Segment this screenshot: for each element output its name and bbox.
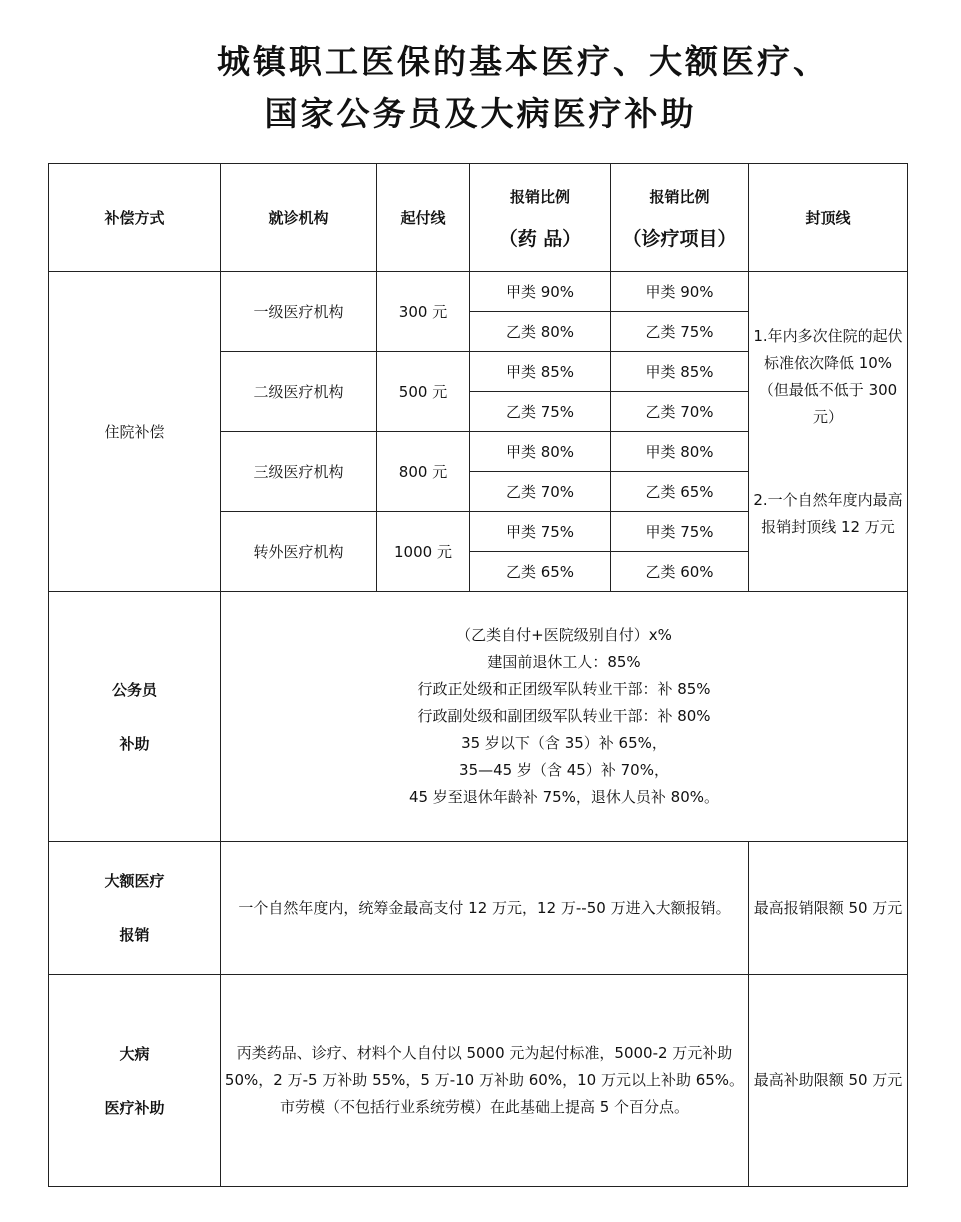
civil-servant-line: 45 岁至退休年龄补 75%，退休人员补 80%。: [408, 788, 720, 806]
large-medical-label-line-2: 报销: [119, 926, 150, 944]
serious-illness-cap: 最高补助限额 50 万元: [749, 975, 908, 1187]
drug-ratio-cell: 乙类 70%: [470, 472, 611, 512]
threshold-cell: 300 元: [377, 272, 470, 352]
drug-ratio-cell: 乙类 80%: [470, 312, 611, 352]
civil-servant-line: 行政正处级和正团级军队转业干部：补 85%: [417, 680, 711, 698]
header-treatment-ratio: [611, 164, 749, 272]
medical-insurance-table: [48, 163, 908, 1187]
drug-ratio-cell: 乙类 65%: [470, 552, 611, 592]
drug-ratio-cell: 甲类 80%: [470, 432, 611, 472]
civil-servant-line: 行政副处级和副团级军队转业干部：补 80%: [417, 707, 711, 725]
inpatient-label: 住院补偿: [49, 272, 221, 592]
institution-cell: 转外医疗机构: [221, 512, 377, 592]
civil-servant-label-line-1: 公务员: [111, 680, 157, 699]
header-method: 补偿方式: [49, 164, 221, 272]
serious-illness-row: [49, 975, 908, 1187]
drug-ratio-cell: 乙类 75%: [470, 392, 611, 432]
serious-illness-label-line-2: 医疗补助: [104, 1098, 165, 1117]
civil-servant-line: 建国前退休工人：85%: [487, 653, 641, 671]
treatment-ratio-cell: 甲类 75%: [611, 512, 749, 552]
civil-servant-line: 35 岁以下（含 35）补 65%，: [461, 734, 667, 752]
header-row: [49, 164, 908, 272]
serious-illness-text: 丙类药品、诊疗、材料个人自付以 5000 元为起付标准，5000-2 万元补助 50%，2 万-5 万补助 55%，5 万-10 万补助 60%，10 万元以上补助 65%。市劳模（不包括行业系统劳模）在此基础上提高 5 个百分点。: [221, 975, 749, 1187]
treatment-ratio-cell: 甲类 80%: [611, 432, 749, 472]
treatment-ratio-cell: 乙类 65%: [611, 472, 749, 512]
large-medical-text: 一个自然年度内，统筹金最高支付 12 万元，12 万--50 万进入大额报销。: [221, 842, 749, 975]
civil-servant-line: （乙类自付+医院级别自付）x%: [456, 626, 672, 644]
civil-servant-label: [49, 592, 221, 842]
institution-cell: 一级医疗机构: [221, 272, 377, 352]
civil-servant-text: [221, 592, 908, 842]
large-medical-label: [49, 842, 221, 975]
drug-ratio-cell: 甲类 85%: [470, 352, 611, 392]
drug-ratio-cell: 甲类 90%: [470, 272, 611, 312]
large-medical-cap: 最高报销限额 50 万元: [749, 842, 908, 975]
treatment-ratio-cell: 乙类 75%: [611, 312, 749, 352]
title-line-1: 城镇职工医保的基本医疗、大额医疗、: [217, 42, 829, 81]
header-threshold: 起付线: [377, 164, 470, 272]
treatment-ratio-cell: 乙类 70%: [611, 392, 749, 432]
title-line-2: 国家公务员及大病医疗补助: [264, 94, 697, 133]
civil-servant-line: 35—45 岁（含 45）补 70%，: [459, 761, 669, 779]
header-drug-ratio-title: 报销比例: [509, 187, 570, 206]
threshold-cell: 800 元: [377, 432, 470, 512]
civil-servant-row: [49, 592, 908, 842]
threshold-cell: 500 元: [377, 352, 470, 432]
institution-cell: 三级医疗机构: [221, 432, 377, 512]
header-treatment-ratio-title: 报销比例: [649, 187, 710, 206]
treatment-ratio-cell: 甲类 85%: [611, 352, 749, 392]
civil-servant-label-line-2: 补助: [119, 734, 150, 753]
large-medical-label-line-1: 大额医疗: [104, 872, 165, 890]
serious-illness-label: [49, 975, 221, 1187]
cap-note-1: 1.年内多次住院的起伏标准依次降低 10%（但最低不低于 300 元）: [753, 326, 903, 426]
treatment-ratio-cell: 乙类 60%: [611, 552, 749, 592]
header-cap: 封顶线: [749, 164, 908, 272]
header-institution: 就诊机构: [221, 164, 377, 272]
inpatient-cap-cell: [749, 272, 908, 592]
institution-cell: 二级医疗机构: [221, 352, 377, 432]
header-drug-ratio: [470, 164, 611, 272]
treatment-ratio-cell: 甲类 90%: [611, 272, 749, 312]
serious-illness-label-line-1: 大病: [119, 1044, 150, 1063]
drug-ratio-cell: 甲类 75%: [470, 512, 611, 552]
table-row: [49, 272, 908, 312]
header-treatment-ratio-sub: （诊疗项目）: [622, 227, 737, 250]
threshold-cell: 1000 元: [377, 512, 470, 592]
large-medical-row: [49, 842, 908, 975]
header-drug-ratio-sub: （药 品）: [498, 227, 582, 250]
cap-note-2: 2.一个自然年度内最高报销封顶线 12 万元: [753, 490, 903, 536]
